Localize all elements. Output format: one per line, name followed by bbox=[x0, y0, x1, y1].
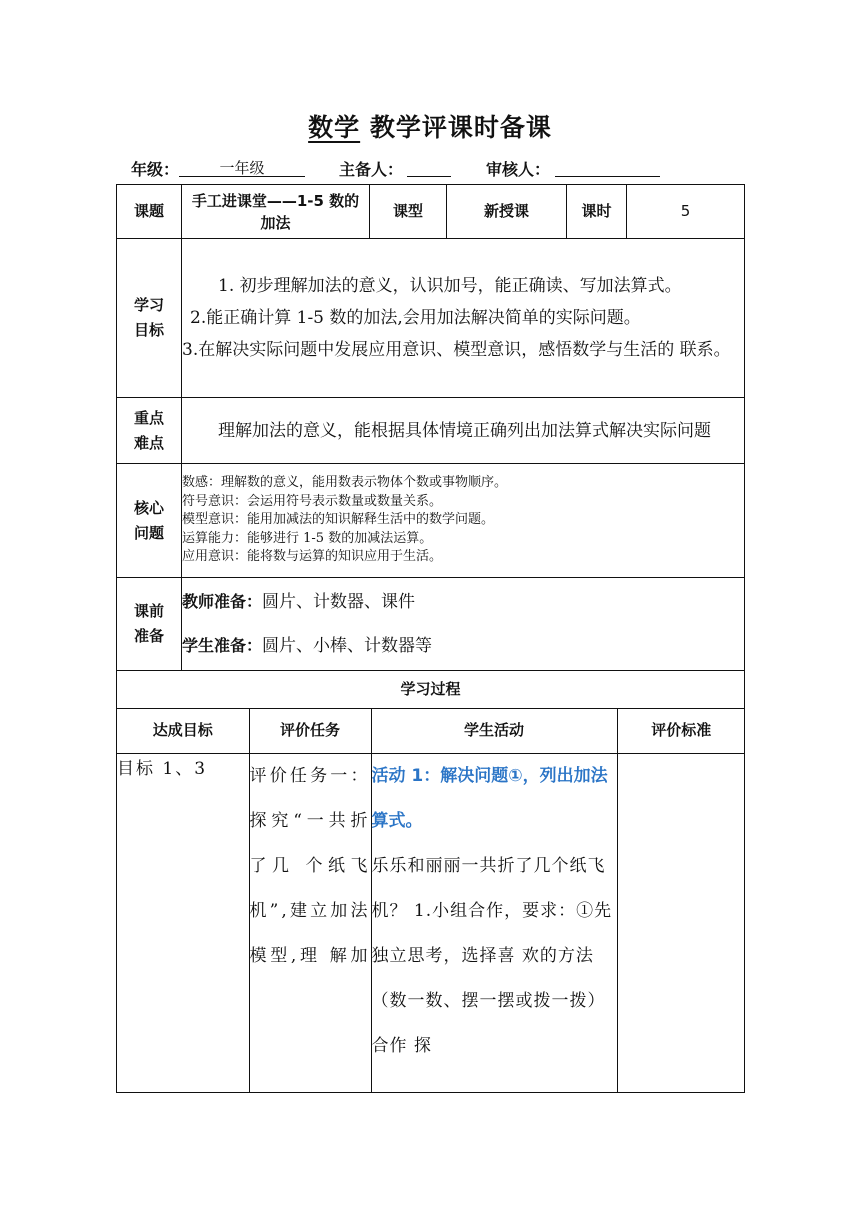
process-section bbox=[117, 709, 745, 1093]
key-points-label-line2: 难点 bbox=[133, 433, 164, 452]
process-header: 学生活动 bbox=[371, 709, 617, 753]
topic-label: 课题 bbox=[117, 185, 182, 239]
process-goal: 目标 1、3 bbox=[117, 753, 249, 1092]
objectives-label-line1: 学习 bbox=[133, 296, 164, 314]
hours-label: 课时 bbox=[567, 185, 627, 239]
preparer-field[interactable] bbox=[407, 157, 451, 177]
teacher-prep-value: 圆片、计数器、课件 bbox=[262, 592, 416, 612]
core-line: 运算能力：能够进行 1-5 数的加减法运算。 bbox=[182, 530, 433, 546]
process-title-row bbox=[117, 671, 745, 709]
key-points-content: 理解加法的意义，能根据具体情境正确列出加法算式解决实际问题 bbox=[182, 398, 745, 464]
objective-item-3: 3.在解决实际问题中发展应用意识、模型意识，感悟数学与生活的 联系。 bbox=[182, 340, 731, 360]
core-line: 数感：理解数的意义，能用数表示物体个数或事物顺序。 bbox=[182, 475, 508, 491]
teacher-prep bbox=[182, 580, 744, 624]
prep-row bbox=[117, 578, 745, 671]
core-label-line2: 问题 bbox=[133, 523, 164, 542]
hours-value: 5 bbox=[627, 185, 745, 239]
objectives-label-line2: 目标 bbox=[133, 321, 164, 339]
process-header: 达成目标 bbox=[117, 709, 249, 753]
topic-value: 手工进课堂——1-5 数的加法 bbox=[182, 185, 370, 239]
reviewer-field[interactable] bbox=[555, 157, 660, 177]
process-header-row bbox=[117, 709, 745, 753]
grade-label: 年级： bbox=[131, 160, 180, 179]
page-title bbox=[0, 108, 860, 144]
core-label-line1: 核心 bbox=[133, 498, 164, 517]
objectives-row bbox=[117, 239, 745, 398]
key-points-label-line1: 重点 bbox=[133, 408, 164, 427]
process-header: 评价标准 bbox=[617, 709, 745, 753]
activity-title: 活动 1：解决问题①，列出加法算式。 bbox=[371, 765, 608, 831]
prep-label-line2: 准备 bbox=[133, 627, 164, 645]
reviewer-label: 审核人： bbox=[486, 160, 551, 179]
objectives-content bbox=[182, 239, 745, 398]
lesson-table bbox=[116, 184, 745, 1093]
process-task: 评价任务一：探究“一共折了几 个纸飞 机”,建立加法 模型,理 解加 bbox=[249, 753, 371, 1092]
process-activity bbox=[371, 753, 617, 1092]
process-standard bbox=[617, 753, 745, 1092]
key-points-row bbox=[117, 398, 745, 464]
objective-item-1: 1. 初步理解加法的意义，认识加号，能正确读、写加法算式。 bbox=[218, 276, 682, 296]
core-content bbox=[182, 464, 745, 578]
title-subject: 数学 bbox=[308, 113, 361, 142]
student-prep bbox=[182, 624, 744, 668]
preparer-label: 主备人： bbox=[339, 160, 404, 179]
key-points-label bbox=[117, 398, 182, 464]
core-line: 符号意识：会运用符号表示数量或数量关系。 bbox=[182, 493, 443, 509]
process-row bbox=[117, 753, 745, 1092]
process-title: 学习过程 bbox=[117, 671, 745, 709]
type-label: 课型 bbox=[370, 185, 447, 239]
core-row bbox=[117, 464, 745, 578]
objectives-label bbox=[117, 239, 182, 398]
core-line: 应用意识：能将数与运算的知识应用于生活。 bbox=[182, 549, 443, 565]
prep-label-line1: 课前 bbox=[133, 602, 164, 620]
lesson-info-row bbox=[117, 185, 745, 239]
type-value: 新授课 bbox=[447, 185, 567, 239]
activity-body: 乐乐和丽丽一共折了几个纸飞机？ 1.小组合作，要求：①先独立思考，选择喜 欢的方法（数一数、摆一摆或拨一拨）合作 探 bbox=[371, 855, 613, 1056]
core-line: 模型意识：能用加减法的知识解释生活中的数学问题。 bbox=[182, 512, 495, 528]
process-table bbox=[117, 709, 745, 1092]
prep-label bbox=[117, 578, 182, 671]
core-label bbox=[117, 464, 182, 578]
title-rest: 教学评课时备课 bbox=[360, 113, 552, 142]
objective-item-2: 2.能正确计算 1-5 数的加法,会用加法解决简单的实际问题。 bbox=[190, 308, 641, 328]
prep-content bbox=[182, 578, 745, 671]
student-prep-value: 圆片、小棒、计数器等 bbox=[262, 636, 433, 656]
teacher-prep-label: 教师准备： bbox=[182, 592, 263, 611]
student-prep-label: 学生准备： bbox=[182, 636, 263, 655]
grade-field[interactable]: 一年级 bbox=[179, 157, 305, 177]
process-header: 评价任务 bbox=[249, 709, 371, 753]
